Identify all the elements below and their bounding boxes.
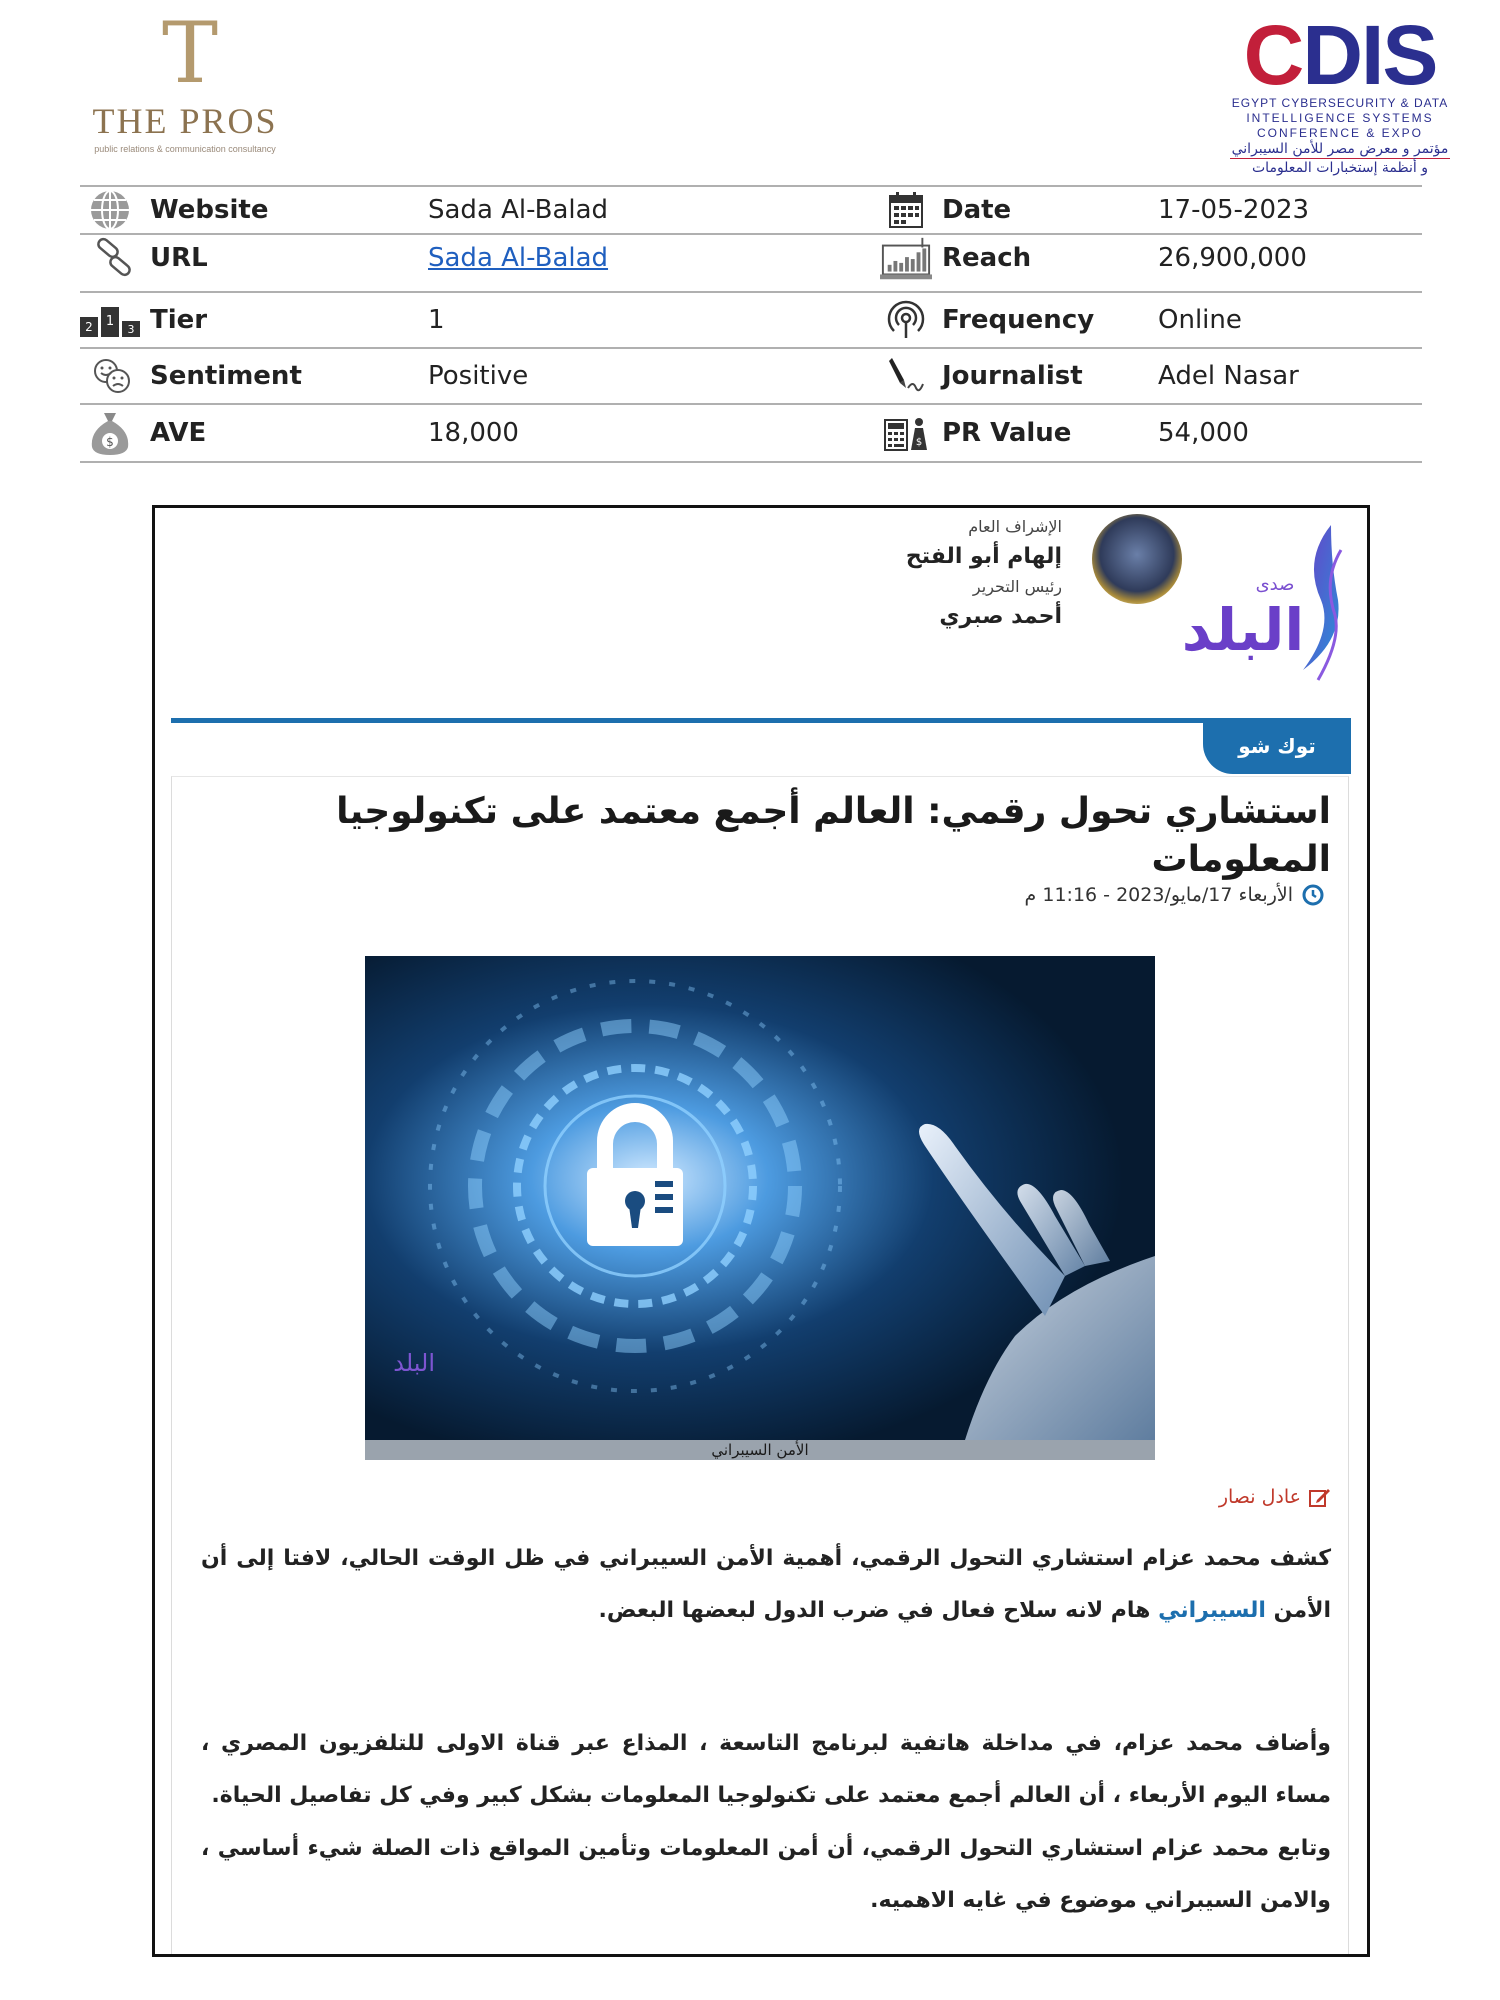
pen-writing-icon: [880, 349, 932, 403]
masthead: [906, 514, 1062, 634]
calendar-icon: [880, 187, 932, 233]
article-paragraph-1: كشف محمد عزام استشاري التحول الرقمي، أهمية الأمن السيبراني في ظل الوقت الحالي، لافتا إلى أن الأمن السيبراني هام لانه سلاح فعال في ضرب الدول لبعضها البعض.: [201, 1546, 1331, 1623]
ave-value: 18,000: [428, 418, 519, 448]
article-paragraph-3: وتابع محمد عزام استشاري التحول الرقمي، أن أمن المعلومات وتأمين المواقع ذات الصلة شيء أساسي ، والامن السيبراني موضوع في غايه الاهميه.: [201, 1836, 1331, 1913]
website-value: Sada Al-Balad: [428, 195, 609, 225]
url-label: URL: [150, 243, 208, 273]
masthead-person-1: إلهام أبو الفتح: [905, 544, 1062, 569]
svg-text:$: $: [106, 435, 114, 449]
masthead-role-2: رئيس التحرير: [972, 577, 1062, 596]
keyword-link[interactable]: السيبراني: [1158, 1598, 1266, 1623]
cdis-line-1: EGYPT CYBERSECURITY & DATA: [1231, 96, 1449, 110]
sada-elbalad-logo: [1153, 520, 1353, 690]
author-name[interactable]: عادل نصار: [1218, 1486, 1301, 1508]
article-byline: [1219, 1485, 1331, 1509]
tier-label: Tier: [150, 305, 208, 335]
masthead-person-2: أحمد صبري: [939, 604, 1062, 629]
sentiment-label: Sentiment: [150, 361, 302, 391]
cdis-line-3: CONFERENCE & EXPO: [1256, 126, 1424, 140]
the-pros-logo: [80, 4, 290, 155]
podium-icon: [80, 293, 142, 347]
date-value: 17-05-2023: [1158, 195, 1310, 225]
calculator-icon: [880, 405, 932, 461]
money-bag-icon: [84, 405, 136, 461]
cdis-divider: [1230, 158, 1450, 159]
pr-value: 54,000: [1158, 418, 1249, 448]
podium-digit-1: 1: [105, 314, 115, 329]
info-row-ave: [80, 405, 1422, 463]
sentiment-faces-icon: [86, 349, 138, 403]
cdis-arabic-2: و أنظمة إستخبارات المعلومات: [1252, 160, 1428, 176]
section-tab[interactable]: توك شو: [1203, 718, 1351, 774]
site-header: [155, 508, 1367, 693]
photo-watermark: البلد: [393, 1349, 435, 1377]
journalist-value: Adel Nasar: [1158, 361, 1299, 391]
cdis-mark: CDIS: [1243, 8, 1437, 102]
reach-value: 26,900,000: [1158, 243, 1307, 273]
podium-digit-2: 2: [85, 320, 93, 334]
logo-small-word: صدى: [1255, 574, 1295, 595]
the-pros-name: THE PROS: [92, 101, 278, 141]
broadcast-icon: [880, 293, 932, 347]
journalist-label: Journalist: [942, 361, 1083, 391]
article-date: الأربعاء 17/مايو/2023 - 11:16 م: [1024, 884, 1293, 906]
media-info-table: [80, 185, 1422, 463]
cdis-line-2: INTELLIGENCE SYSTEMS: [1246, 111, 1434, 125]
photo-caption: الأمن السيبراني: [365, 1440, 1155, 1460]
article-dateline: [625, 883, 1325, 907]
reach-label: Reach: [942, 243, 1032, 273]
frequency-label: Frequency: [942, 305, 1095, 335]
edit-icon: [1307, 1485, 1331, 1509]
the-pros-mark: T: [161, 4, 209, 102]
info-row-tier: [80, 293, 1422, 349]
cdis-arabic-1: مؤتمر و معرض مصر للأمن السيبراني: [1231, 141, 1449, 157]
article-headline: استشاري تحول رقمي: العالم أجمع معتمد على تكنولوجيا المعلومات: [336, 791, 1331, 880]
frequency-value: Online: [1158, 305, 1242, 335]
globe-icon: [84, 187, 136, 233]
cdis-logo: [1210, 8, 1470, 176]
clock-icon: [1301, 883, 1325, 907]
sentiment-value: Positive: [428, 361, 529, 391]
info-row-url: [80, 235, 1422, 293]
url-link[interactable]: Sada Al-Balad: [428, 243, 609, 273]
ave-label: AVE: [150, 418, 207, 448]
tier-value: 1: [428, 305, 445, 335]
article-photo: [365, 956, 1155, 1440]
info-row-website: [80, 187, 1422, 235]
article-paragraph-2: وأضاف محمد عزام، في مداخلة هاتفية لبرنامج التاسعة ، المذاع عبر قناة الاولى للتلفزيون المصري ، مساء اليوم الأربعاء ، أن العالم أجمع معتمد على تكنولوجيا المعلومات بشكل كبير وفي كل تفاصيل الحياة.: [201, 1731, 1331, 1808]
info-row-sentiment: [80, 349, 1422, 405]
website-label: Website: [150, 195, 269, 225]
article-screenshot: [152, 505, 1370, 1957]
pr-value-label: PR Value: [942, 418, 1072, 448]
link-icon: [88, 235, 140, 281]
the-pros-tagline: public relations & communication consultancy: [94, 144, 276, 154]
podium-digit-3: 3: [127, 323, 135, 336]
svg-text:$: $: [915, 437, 923, 448]
masthead-role-1: الإشراف العام: [968, 517, 1062, 536]
section-rule: [171, 718, 1351, 723]
date-label: Date: [942, 195, 1012, 225]
reach-chart-icon: [880, 235, 932, 285]
anniversary-seal-icon: [1092, 514, 1182, 604]
logo-big-word: البلد: [1181, 596, 1305, 664]
